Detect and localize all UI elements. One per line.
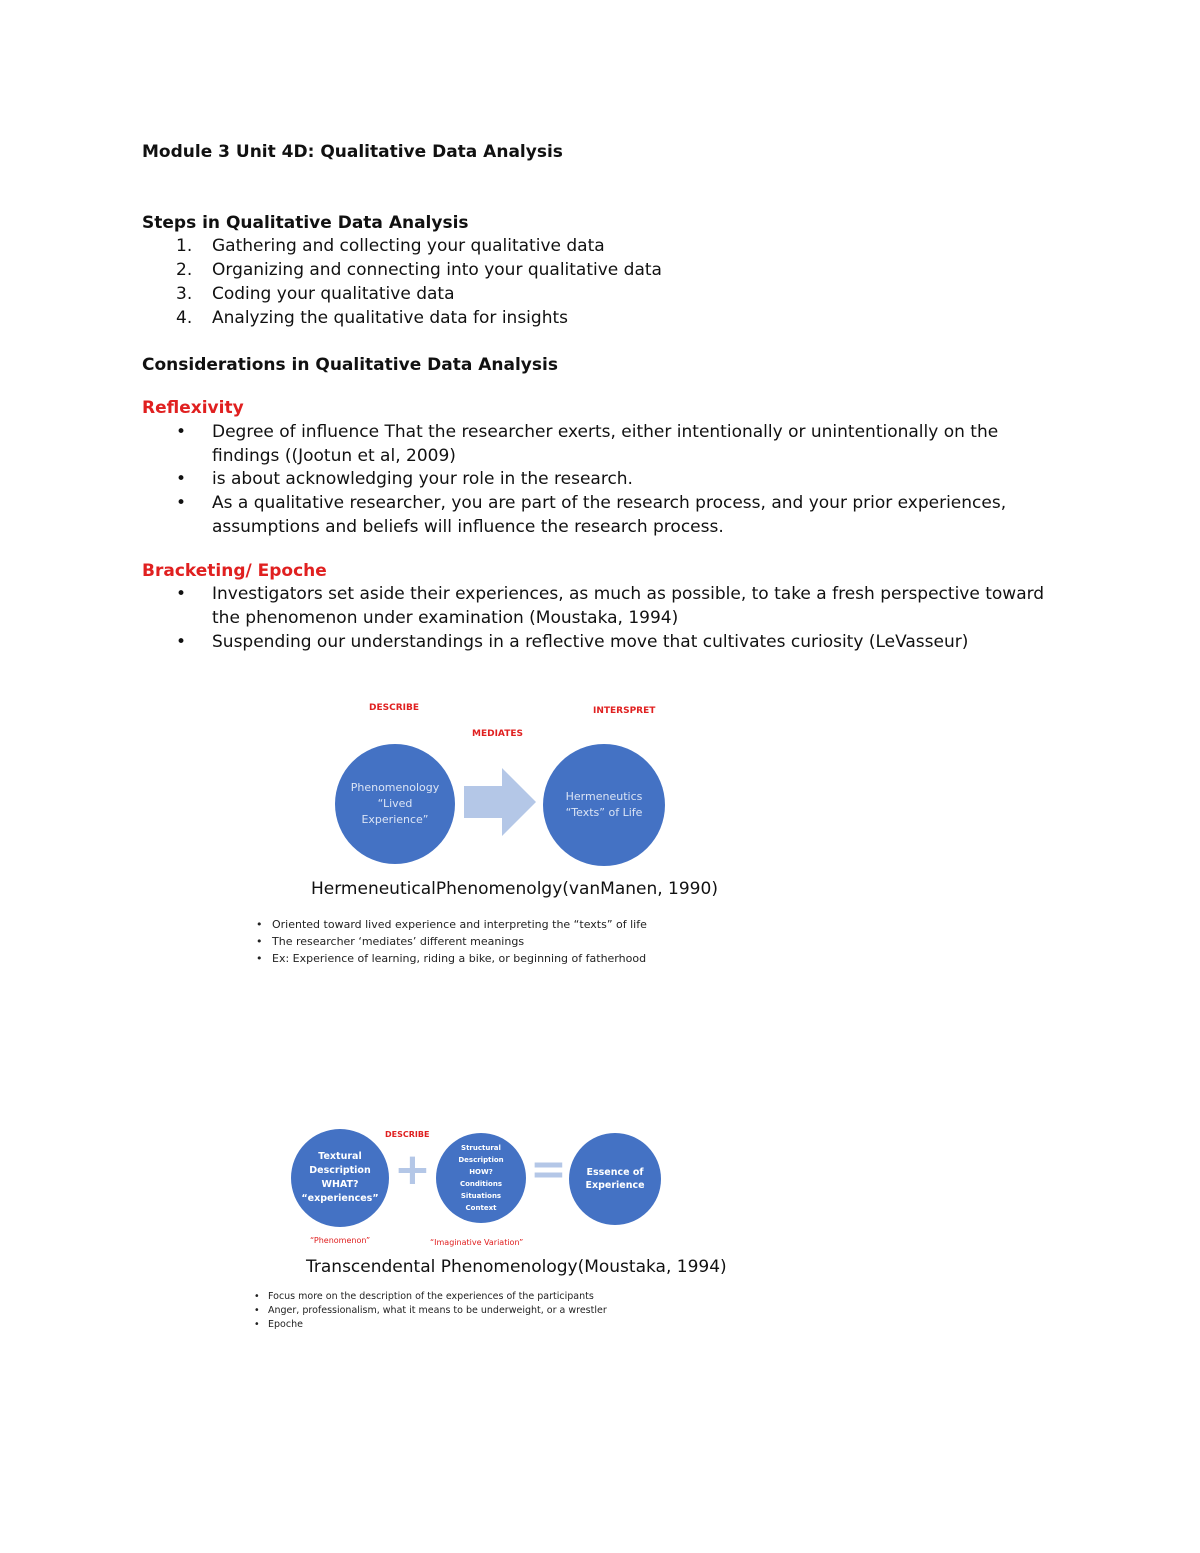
diagram-bullets bbox=[254, 1290, 607, 1332]
list-item-continued: assumptions and beliefs will influence the research process. bbox=[212, 517, 724, 537]
list-item bbox=[254, 1304, 607, 1318]
bullet-glyph: • bbox=[176, 632, 187, 652]
circle-text: “Lived bbox=[377, 797, 413, 810]
list-item bbox=[254, 1290, 607, 1304]
list-item: Suspending our understandings in a reflective move that cultivates curiosity (LeVasseur) bbox=[212, 632, 969, 652]
bullet-glyph: • bbox=[254, 1305, 260, 1316]
list-item-continued: the phenomenon under examination (Moustaka, 1994) bbox=[212, 608, 679, 628]
circle-text: “experiences” bbox=[301, 1193, 379, 1204]
bullet-text: Focus more on the description of the experiences of the participants bbox=[268, 1291, 594, 1302]
structural-description-circle bbox=[436, 1133, 526, 1223]
equals-icon: = bbox=[530, 1144, 567, 1195]
phenomenology-circle bbox=[335, 744, 455, 864]
label-interpret: INTERSPRET bbox=[593, 706, 656, 716]
step-text: Coding your qualitative data bbox=[212, 284, 455, 304]
bullet-text: Anger, professionalism, what it means to be underweight, or a wrestler bbox=[268, 1305, 607, 1316]
bullet-glyph: • bbox=[254, 1319, 260, 1330]
circle-text: Context bbox=[465, 1204, 497, 1212]
bullet-glyph: • bbox=[176, 584, 187, 604]
page-title: Module 3 Unit 4D: Qualitative Data Analysis bbox=[142, 142, 563, 162]
steps-heading: Steps in Qualitative Data Analysis bbox=[142, 213, 469, 233]
bullet-text: The researcher ‘mediates’ different meanings bbox=[272, 935, 525, 948]
circle-text: HOW? bbox=[469, 1168, 493, 1176]
plus-icon: + bbox=[394, 1144, 431, 1195]
circle-text: Phenomenology bbox=[350, 781, 440, 794]
circle-text: Structural bbox=[461, 1144, 501, 1152]
circle-text: Experience” bbox=[361, 813, 429, 826]
diagram-caption: Transcendental Phenomenology(Moustaka, 1994) bbox=[306, 1257, 727, 1277]
circle-text: Description bbox=[458, 1156, 504, 1164]
list-item bbox=[256, 950, 647, 967]
bullet-text: Oriented toward lived experience and interpreting the “texts” of life bbox=[272, 918, 647, 931]
diagram-bullets bbox=[256, 916, 647, 967]
list-item bbox=[254, 1318, 607, 1332]
list-item bbox=[256, 933, 647, 950]
textural-description-circle bbox=[291, 1129, 389, 1227]
label-mediates: MEDIATES bbox=[472, 729, 523, 739]
circle-text: Hermeneutics bbox=[565, 790, 643, 803]
circle-text: Description bbox=[309, 1165, 371, 1176]
bullet-glyph: • bbox=[176, 469, 187, 489]
circle-text: Conditions bbox=[459, 1180, 503, 1188]
step-text: Gathering and collecting your qualitative data bbox=[212, 236, 605, 256]
bullet-glyph: • bbox=[176, 493, 187, 513]
step-text: Analyzing the qualitative data for insights bbox=[212, 308, 568, 328]
considerations-heading: Considerations in Qualitative Data Analysis bbox=[142, 355, 558, 375]
circle-text: Textural bbox=[318, 1151, 362, 1162]
bullet-text: Epoche bbox=[268, 1319, 303, 1330]
label-imaginative-variation: “Imaginative Variation” bbox=[430, 1238, 524, 1247]
list-item: is about acknowledging your role in the research. bbox=[212, 469, 633, 489]
step-number: 4. bbox=[176, 308, 193, 328]
right-arrow-icon bbox=[464, 768, 536, 836]
reflexivity-heading: Reflexivity bbox=[142, 398, 244, 418]
list-item-continued: findings ((Jootun et al, 2009) bbox=[212, 446, 456, 466]
bullet-glyph: • bbox=[256, 952, 263, 965]
label-phenomenon: “Phenomenon” bbox=[310, 1236, 371, 1245]
label-describe: DESCRIBE bbox=[369, 703, 419, 713]
step-text: Organizing and connecting into your qualitative data bbox=[212, 260, 662, 280]
step-number: 3. bbox=[176, 284, 193, 304]
label-describe: DESCRIBE bbox=[385, 1130, 430, 1139]
circle-text: Essence of bbox=[586, 1167, 644, 1178]
bullet-glyph: • bbox=[256, 918, 263, 931]
list-item: As a qualitative researcher, you are part of the research process, and your prior experiences, bbox=[212, 493, 1007, 513]
circle-text: Situations bbox=[460, 1192, 502, 1200]
circle-text: WHAT? bbox=[321, 1179, 359, 1190]
list-item: Degree of influence That the researcher exerts, either intentionally or unintentionally on the bbox=[212, 422, 999, 442]
bullet-glyph: • bbox=[176, 422, 187, 442]
list-item: Investigators set aside their experiences, as much as possible, to take a fresh perspective toward bbox=[212, 584, 1045, 604]
hermeneutics-circle bbox=[543, 744, 665, 866]
essence-circle bbox=[569, 1133, 661, 1225]
bullet-text: Ex: Experience of learning, riding a bike, or beginning of fatherhood bbox=[272, 952, 647, 965]
diagram-caption: HermeneuticalPhenomenolgy(vanManen, 1990) bbox=[311, 879, 718, 899]
bullet-glyph: • bbox=[256, 935, 263, 948]
step-number: 1. bbox=[176, 236, 193, 256]
list-item bbox=[256, 916, 647, 933]
step-number: 2. bbox=[176, 260, 193, 280]
bullet-glyph: • bbox=[254, 1291, 260, 1302]
circle-text: “Texts” of Life bbox=[565, 806, 643, 819]
circle-text: Experience bbox=[585, 1180, 645, 1191]
bracketing-heading: Bracketing/ Epoche bbox=[142, 561, 327, 581]
